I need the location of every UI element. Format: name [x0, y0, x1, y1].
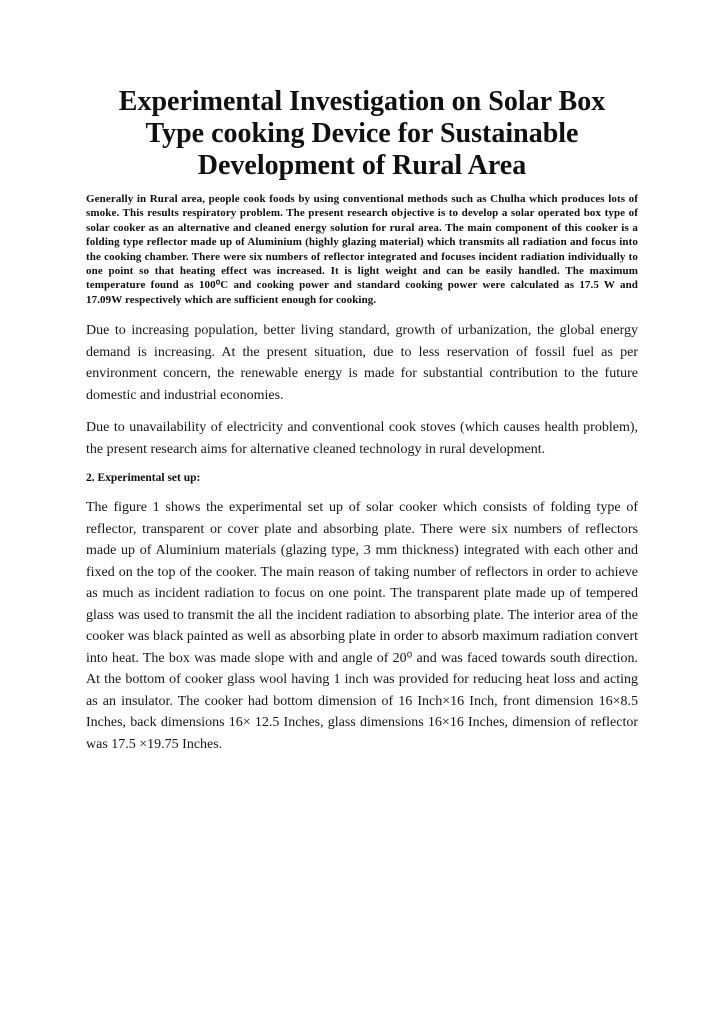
intro-paragraph-1: Due to increasing population, better living standard, growth of urbanization, the global energy demand is increasing. At the present situation, due to less reservation of fossil fuel as per environment concern, the renewable energy is made for substantial contribution to the future domestic and industrial economies. — [86, 323, 638, 403]
intro-paragraph-2: Due to unavailability of electricity and conventional cook stoves (which causes health problem), the present research aims for alternative cleaned technology in rural development. — [86, 420, 638, 457]
paper-title — [86, 86, 638, 182]
paper-title-line-3: Development of Rural Area — [197, 150, 527, 181]
paper-title-line-1: Experimental Investigation on Solar Box — [118, 86, 606, 117]
paper-title-line-2: Type cooking Device for Sustainable — [145, 118, 579, 149]
section-heading-experimental-setup: 2. Experimental set up: — [86, 472, 201, 485]
experimental-setup-paragraph: The figure 1 shows the experimental set up of solar cooker which consists of folding type of reflector, transparent or cover plate and absorbing plate. There were six numbers of reflectors made up of Aluminium materials (glazing type, 3 mm thickness) integrated with each other and fixed on the top of the cooker. The main reason of taking number of reflectors in order to achieve as much as incident radiation to focus on one point. The transparent plate made up of tempered glass was used to transmit the all the incident radiation to absorbing plate. The interior area of the cooker was black painted as well as absorbing plate in order to absorb maximum radiation convert into heat. The box was made slope with and angle of 20⁰ and was faced towards south direction. At the bottom of cooker glass wool having 1 inch was provided for reducing heat loss and acting as an insulator. The cooker had bottom dimension of 16 Inch×16 Inch, front dimension 16×8.5 Inches, back dimensions 16× 12.5 Inches, glass dimensions 16×16 Inches, dimension of reflector was 17.5 ×19.75 Inches. — [86, 500, 638, 752]
abstract-paragraph: Generally in Rural area, people cook foods by using conventional methods such as Chulha which produces lots of smoke. This results respiratory problem. The present research objective is to develop a solar operated box type of solar cooker as an alternative and cleaned energy solution for rural area. The main component of this cooker is a folding type reflector made up of Aluminium (highly glazing material) which transmits all radiation and focus into the cooking chamber. There were six numbers of reflector integrated and focuses incident radiation individually to one point so that heating effect was increased. It is light weight and can be easily handled. The maximum temperature found as 100⁰C and cooking power and standard cooking power were calculated as 17.5 W and 17.09W respectively which are sufficient enough for cooking. — [86, 193, 638, 306]
page-content — [86, 86, 638, 766]
